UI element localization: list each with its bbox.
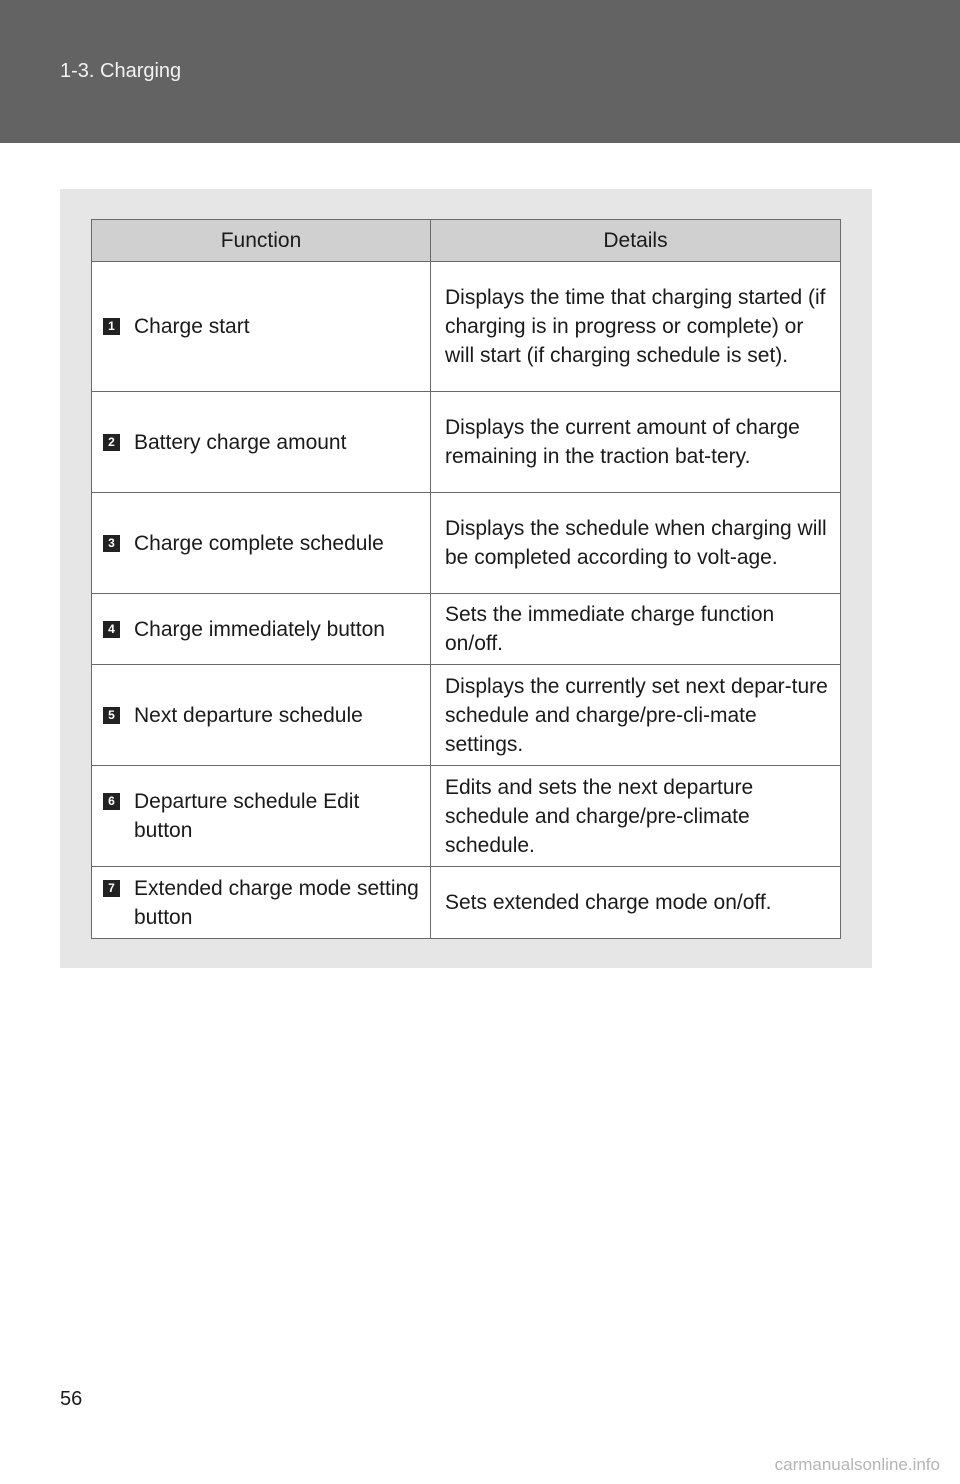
watermark: carmanualsonline.info <box>774 1455 940 1474</box>
function-cell <box>92 766 431 867</box>
function-cell <box>92 392 431 493</box>
function-cell <box>92 262 431 392</box>
table-row <box>92 766 841 867</box>
function-label: Charge start <box>134 315 250 338</box>
table-row <box>92 392 841 493</box>
function-label: Extended charge mode setting button <box>134 876 419 929</box>
number-6-icon: 6 <box>103 793 120 810</box>
details-cell: Displays the current amount of charge remaining in the traction bat-tery. <box>431 392 841 493</box>
function-cell <box>92 867 431 939</box>
function-label: Charge immediately button <box>134 617 385 641</box>
number-4-icon: 4 <box>103 621 120 638</box>
table-row <box>92 665 841 766</box>
details-cell: Sets the immediate charge function on/off. <box>431 594 841 665</box>
table-row <box>92 493 841 594</box>
function-table <box>91 219 841 939</box>
details-cell: Displays the time that charging started (if charging is in progress or complete) or will start (if charging schedule is set). <box>431 262 841 392</box>
number-1-icon: 1 <box>103 318 120 335</box>
function-cell <box>92 665 431 766</box>
page-number: 56 <box>60 1388 83 1410</box>
table-row <box>92 262 841 392</box>
details-cell: Displays the schedule when charging will be completed according to volt-age. <box>431 493 841 594</box>
function-cell <box>92 493 431 594</box>
function-column-header: Function <box>92 220 431 262</box>
section-title: 1-3. Charging <box>60 60 182 82</box>
details-cell: Displays the currently set next depar-ture schedule and charge/pre-cli-mate settings. <box>431 665 841 766</box>
details-cell: Edits and sets the next departure schedule and charge/pre-climate schedule. <box>431 766 841 867</box>
table-row <box>92 867 841 939</box>
number-3-icon: 3 <box>103 535 120 552</box>
details-cell: Sets extended charge mode on/off. <box>431 867 841 939</box>
details-column-header: Details <box>431 220 841 262</box>
function-label: Charge complete schedule <box>134 531 384 555</box>
function-cell <box>92 594 431 665</box>
function-label: Battery charge amount <box>134 430 347 454</box>
table-row <box>92 594 841 665</box>
function-label: Next departure schedule <box>134 703 363 727</box>
number-2-icon: 2 <box>103 434 120 451</box>
number-7-icon: 7 <box>103 880 120 897</box>
number-5-icon: 5 <box>103 707 120 724</box>
function-label: Departure schedule Edit button <box>134 790 360 842</box>
table-header-row <box>92 220 841 262</box>
